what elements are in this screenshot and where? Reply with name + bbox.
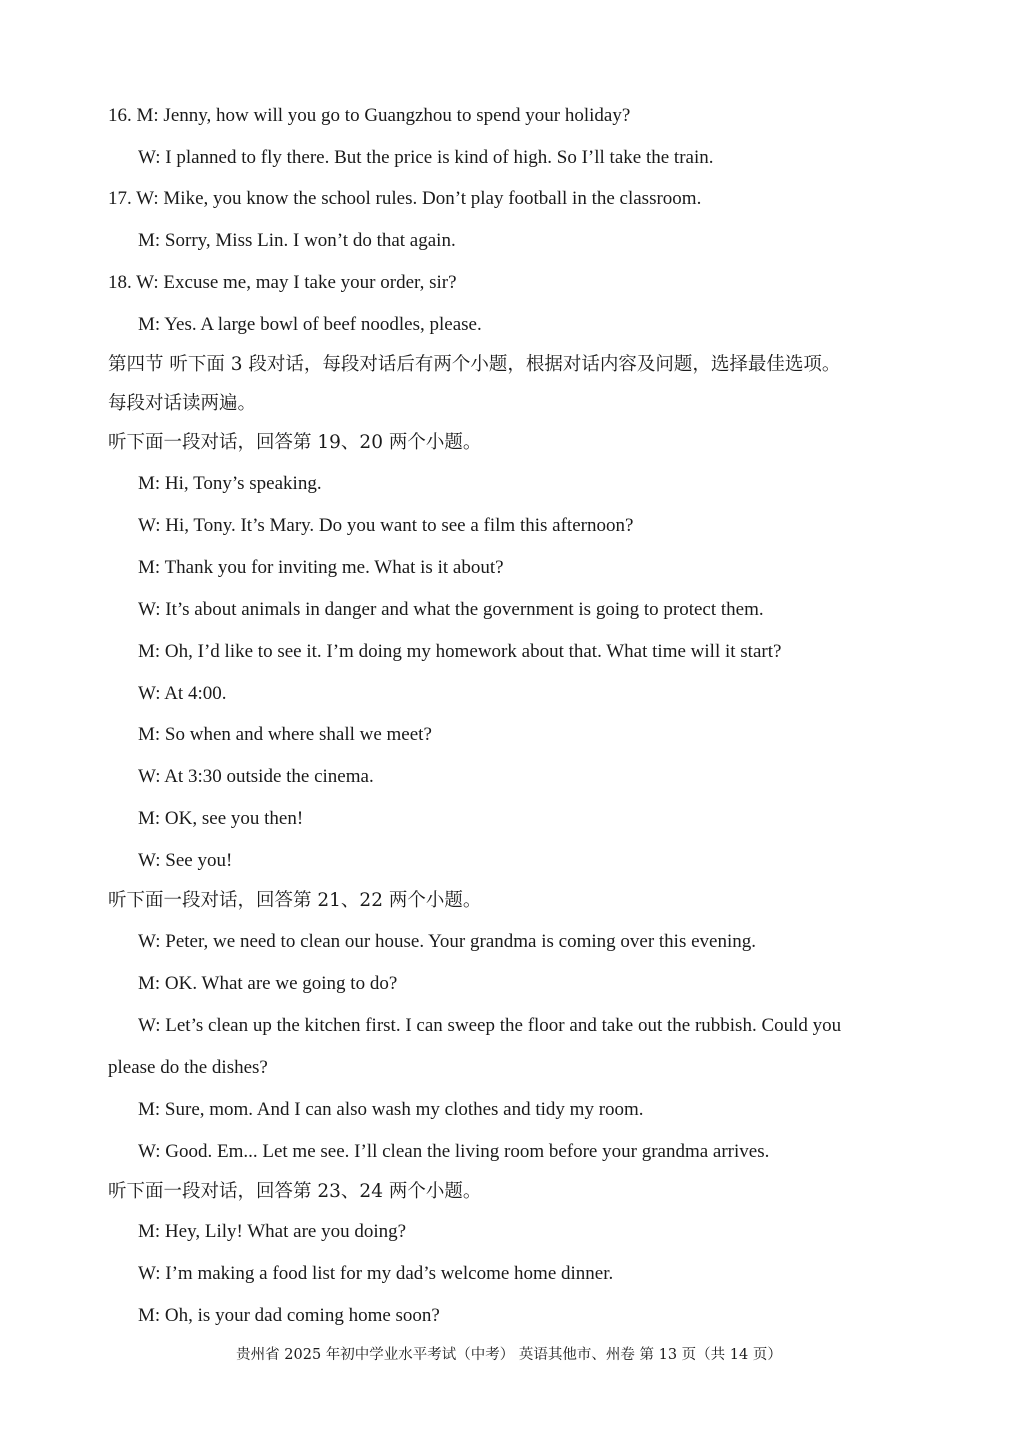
- q16-man-line: 16. M: Jenny, how will you go to Guangzhou to spend your holiday?: [108, 105, 631, 126]
- dialog1-line: M: So when and where shall we meet?: [138, 724, 432, 745]
- dialog1-line: M: Oh, I’d like to see it. I’m doing my homework about that. What time will it start?: [138, 641, 782, 662]
- dialog3-line: W: I’m making a food list for my dad’s welcome home dinner.: [138, 1263, 614, 1284]
- dialog2-line: W: Peter, we need to clean our house. Your grandma is coming over this evening.: [138, 931, 757, 952]
- dialog1-line: M: Thank you for inviting me. What is it about?: [138, 557, 504, 578]
- q18-man-line: M: Yes. A large bowl of beef noodles, please.: [138, 314, 482, 335]
- q16-woman-line: W: I planned to fly there. But the price is kind of high. So I’ll take the train.: [138, 147, 714, 168]
- dialog1-line: W: At 3:30 outside the cinema.: [138, 766, 374, 787]
- section4-instructions-cont: 每段对话读两遍。: [108, 393, 257, 414]
- q18-woman-line: 18. W: Excuse me, may I take your order, sir?: [108, 272, 457, 293]
- dialog2-line: W: Let’s clean up the kitchen first. I can sweep the floor and take out the rubbish. Could you: [138, 1015, 842, 1036]
- dialog1-line: M: Hi, Tony’s speaking.: [138, 473, 322, 494]
- dialog1-line: W: Hi, Tony. It’s Mary. Do you want to see a film this afternoon?: [138, 515, 634, 536]
- dialog2-line: M: Sure, mom. And I can also wash my clothes and tidy my room.: [138, 1099, 644, 1120]
- dialog1-line: W: It’s about animals in danger and what the government is going to protect them.: [138, 599, 764, 620]
- page-footer: 贵州省 2025 年初中学业水平考试（中考） 英语其他市、州卷 第 13 页（共 14 页）: [236, 1347, 782, 1363]
- dialog1-line: W: See you!: [138, 850, 233, 871]
- dialog2-line: W: Good. Em... Let me see. I’ll clean the living room before your grandma arrives.: [138, 1141, 770, 1162]
- dialog1-line: W: At 4:00.: [138, 683, 227, 704]
- dialog1-intro: 听下面一段对话，回答第 19、20 两个小题。: [108, 432, 482, 453]
- q17-man-line: M: Sorry, Miss Lin. I won’t do that again.: [138, 230, 456, 251]
- dialog3-line: M: Oh, is your dad coming home soon?: [138, 1305, 440, 1326]
- section4-instructions: 第四节 听下面 3 段对话，每段对话后有两个小题，根据对话内容及问题，选择最佳选项。: [108, 354, 841, 375]
- dialog2-line-wrap: please do the dishes?: [108, 1057, 268, 1078]
- dialog2-intro: 听下面一段对话，回答第 21、22 两个小题。: [108, 890, 482, 911]
- dialog3-line: M: Hey, Lily! What are you doing?: [138, 1221, 407, 1242]
- dialog1-line: M: OK, see you then!: [138, 808, 304, 829]
- dialog3-intro: 听下面一段对话，回答第 23、24 两个小题。: [108, 1181, 482, 1202]
- q17-woman-line: 17. W: Mike, you know the school rules. Don’t play football in the classroom.: [108, 188, 702, 209]
- dialog2-line: M: OK. What are we going to do?: [138, 973, 398, 994]
